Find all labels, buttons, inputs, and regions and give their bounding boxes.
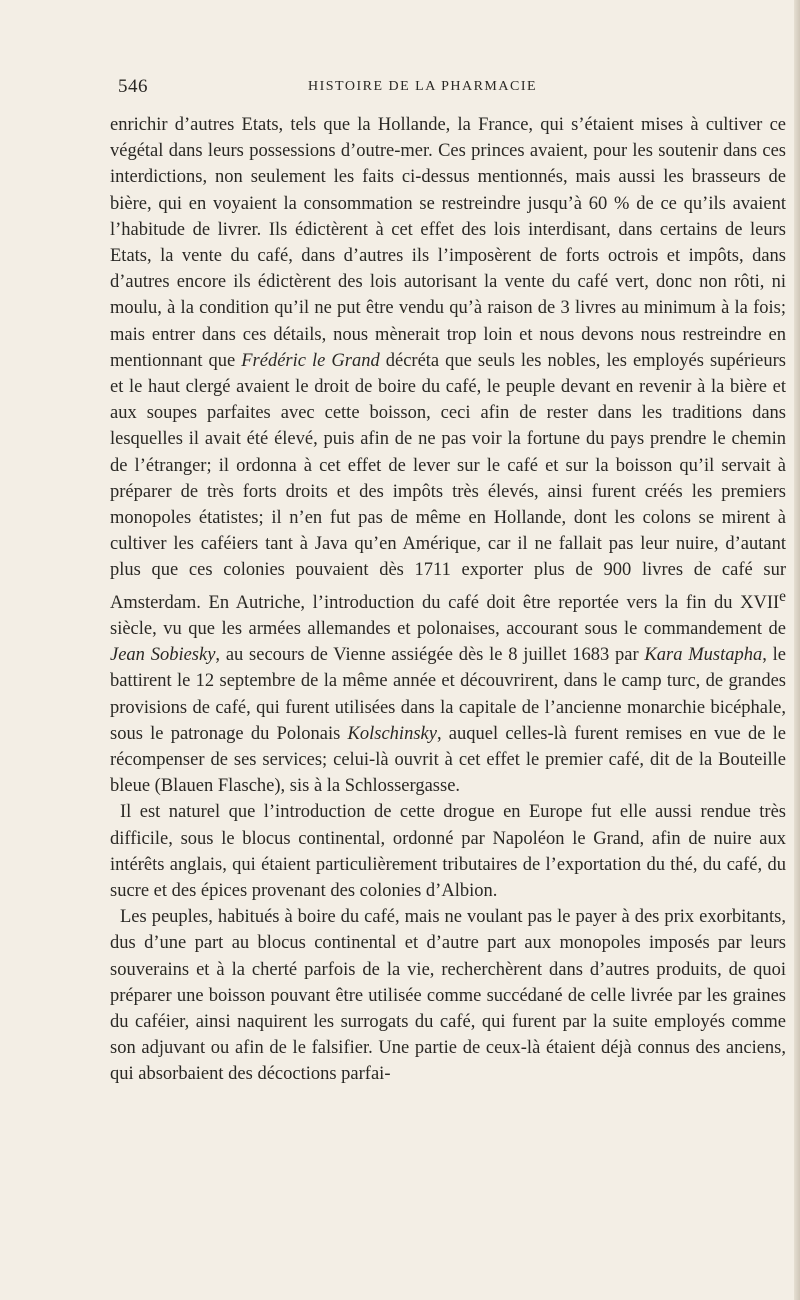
person-name-kara-mustapha: Kara Mustapha [644,645,763,666]
text-run: , auquel celles-là furent remises en vue de le récompenser de ses services; celui-là ouvrit à cet effet le premier café, dit de la Bouteille bleue (Blauen Flasche), sis à la Schlossergasse. [110,723,786,797]
page-edge [794,0,800,1300]
body-text [110,112,786,1088]
text-run: enrichir d’autres Etats, tels que la Hollande, la France, qui s’étaient mises à cultiver ce végétal dans leurs possessions d’outre-mer. Ces princes avaient, pour les soutenir dans ces interdictions, non seulement les faits ci-dessus mentionnés, mais aussi les brasseurs de bière, qui en voyaient la consommation se restreindre jusqu’à 60 % de ce qu’ils avaient l’habitude de livrer. Ils édictèrent à cet effet des lois interdisant, dans certains de leurs Etats, la vente du café, dans d’autres ils l’imposèrent de forts octrois et impôts, dans d’autres encore ils édictèrent des lois autorisant la vente du café vert, donc non rôti, ni moulu, à la condition qu’il ne put être vendu qu’à raison de 3 livres au minimum à la fois; mais entrer dans ces détails, nous mènerait trop loin et nous devons nous restreindre en mentionnant que [110,115,786,371]
person-name-kolschinsky: Kolschinsky [347,723,437,744]
person-name-sobiesky: Jean Sobiesky [110,645,216,666]
text-run: , le battirent le 12 septembre de la même année et découvrirent, dans le camp turc, de grandes provisions de café, qui furent utilisées dans la capitale de l’ancienne monarchie bicéphale, sous le patronage du Polonais [110,645,786,744]
text-run: , au secours de Vienne assiégée dès le 8 juillet 1683 par [215,645,645,666]
person-name-frederic: Frédéric le Grand [241,350,380,371]
superscript: e [779,587,786,605]
running-title: HISTOIRE DE LA PHARMACIE [308,79,538,94]
paragraph-2: Il est naturel que l’introduction de cette drogue en Europe fut elle aussi rendue très difficile, sous le blocus continental, ordonné par Napoléon le Grand, afin de nuire aux intérêts anglais, qui étaient particulièrement tributaires de l’exportation du thé, du café, du sucre et des épices provenant des colonies d’Albion. [110,802,786,902]
paragraph-3: Les peuples, habitués à boire du café, mais ne voulant pas le payer à des prix exorbitants, dus d’une part au blocus continental et d’autre part aux monopoles imposés par leurs souverains et à la cherté parfois de la vie, recherchèrent dans d’autres produits, de quoi préparer une boisson pouvant être utilisée comme succédané de celle livrée par les graines du caféier, ainsi naquirent les surrogats du café, qui furent par la suite employés comme son adjuvant ou afin de le falsifier. Une partie de ceux-là étaient déjà connus des anciens, qui absorbaient des décoctions parfai- [110,907,786,1085]
paragraph-1 [110,112,786,799]
text-run: siècle, vu que les armées allemandes et polonaises, accourant sous le commandement de [110,619,786,640]
page-header [118,76,698,100]
page-number: 546 [118,76,148,97]
text-run: décréta que seuls les nobles, les employés supérieurs et le haut clergé avaient le droit de boire du café, le peuple devant en revenir à la bière et aux soupes parfaites avec cette boisson, ceci afin de rester dans les traditions dans lesquelles il avait été élevé, puis afin de ne pas voir la fortune du pays prendre le chemin de l’étranger; il ordonna à cet effet de lever sur le café et sur la boisson qu’il servait à préparer de très forts droits et des impôts très élevés, ainsi furent créés les premiers monopoles étatistes; il n’en fut pas de même en Hollande, dont les colons se mirent à cultiver les caféiers tant à Java qu’en Amérique, car il ne fallait pas leur nuire, d’autant plus que ces colonies pouvaient dès 1711 exporter plus de 900 livres de café sur Amsterdam. En Autriche, l’introduction du café doit être reportée vers la fin du XVII [110,350,786,613]
